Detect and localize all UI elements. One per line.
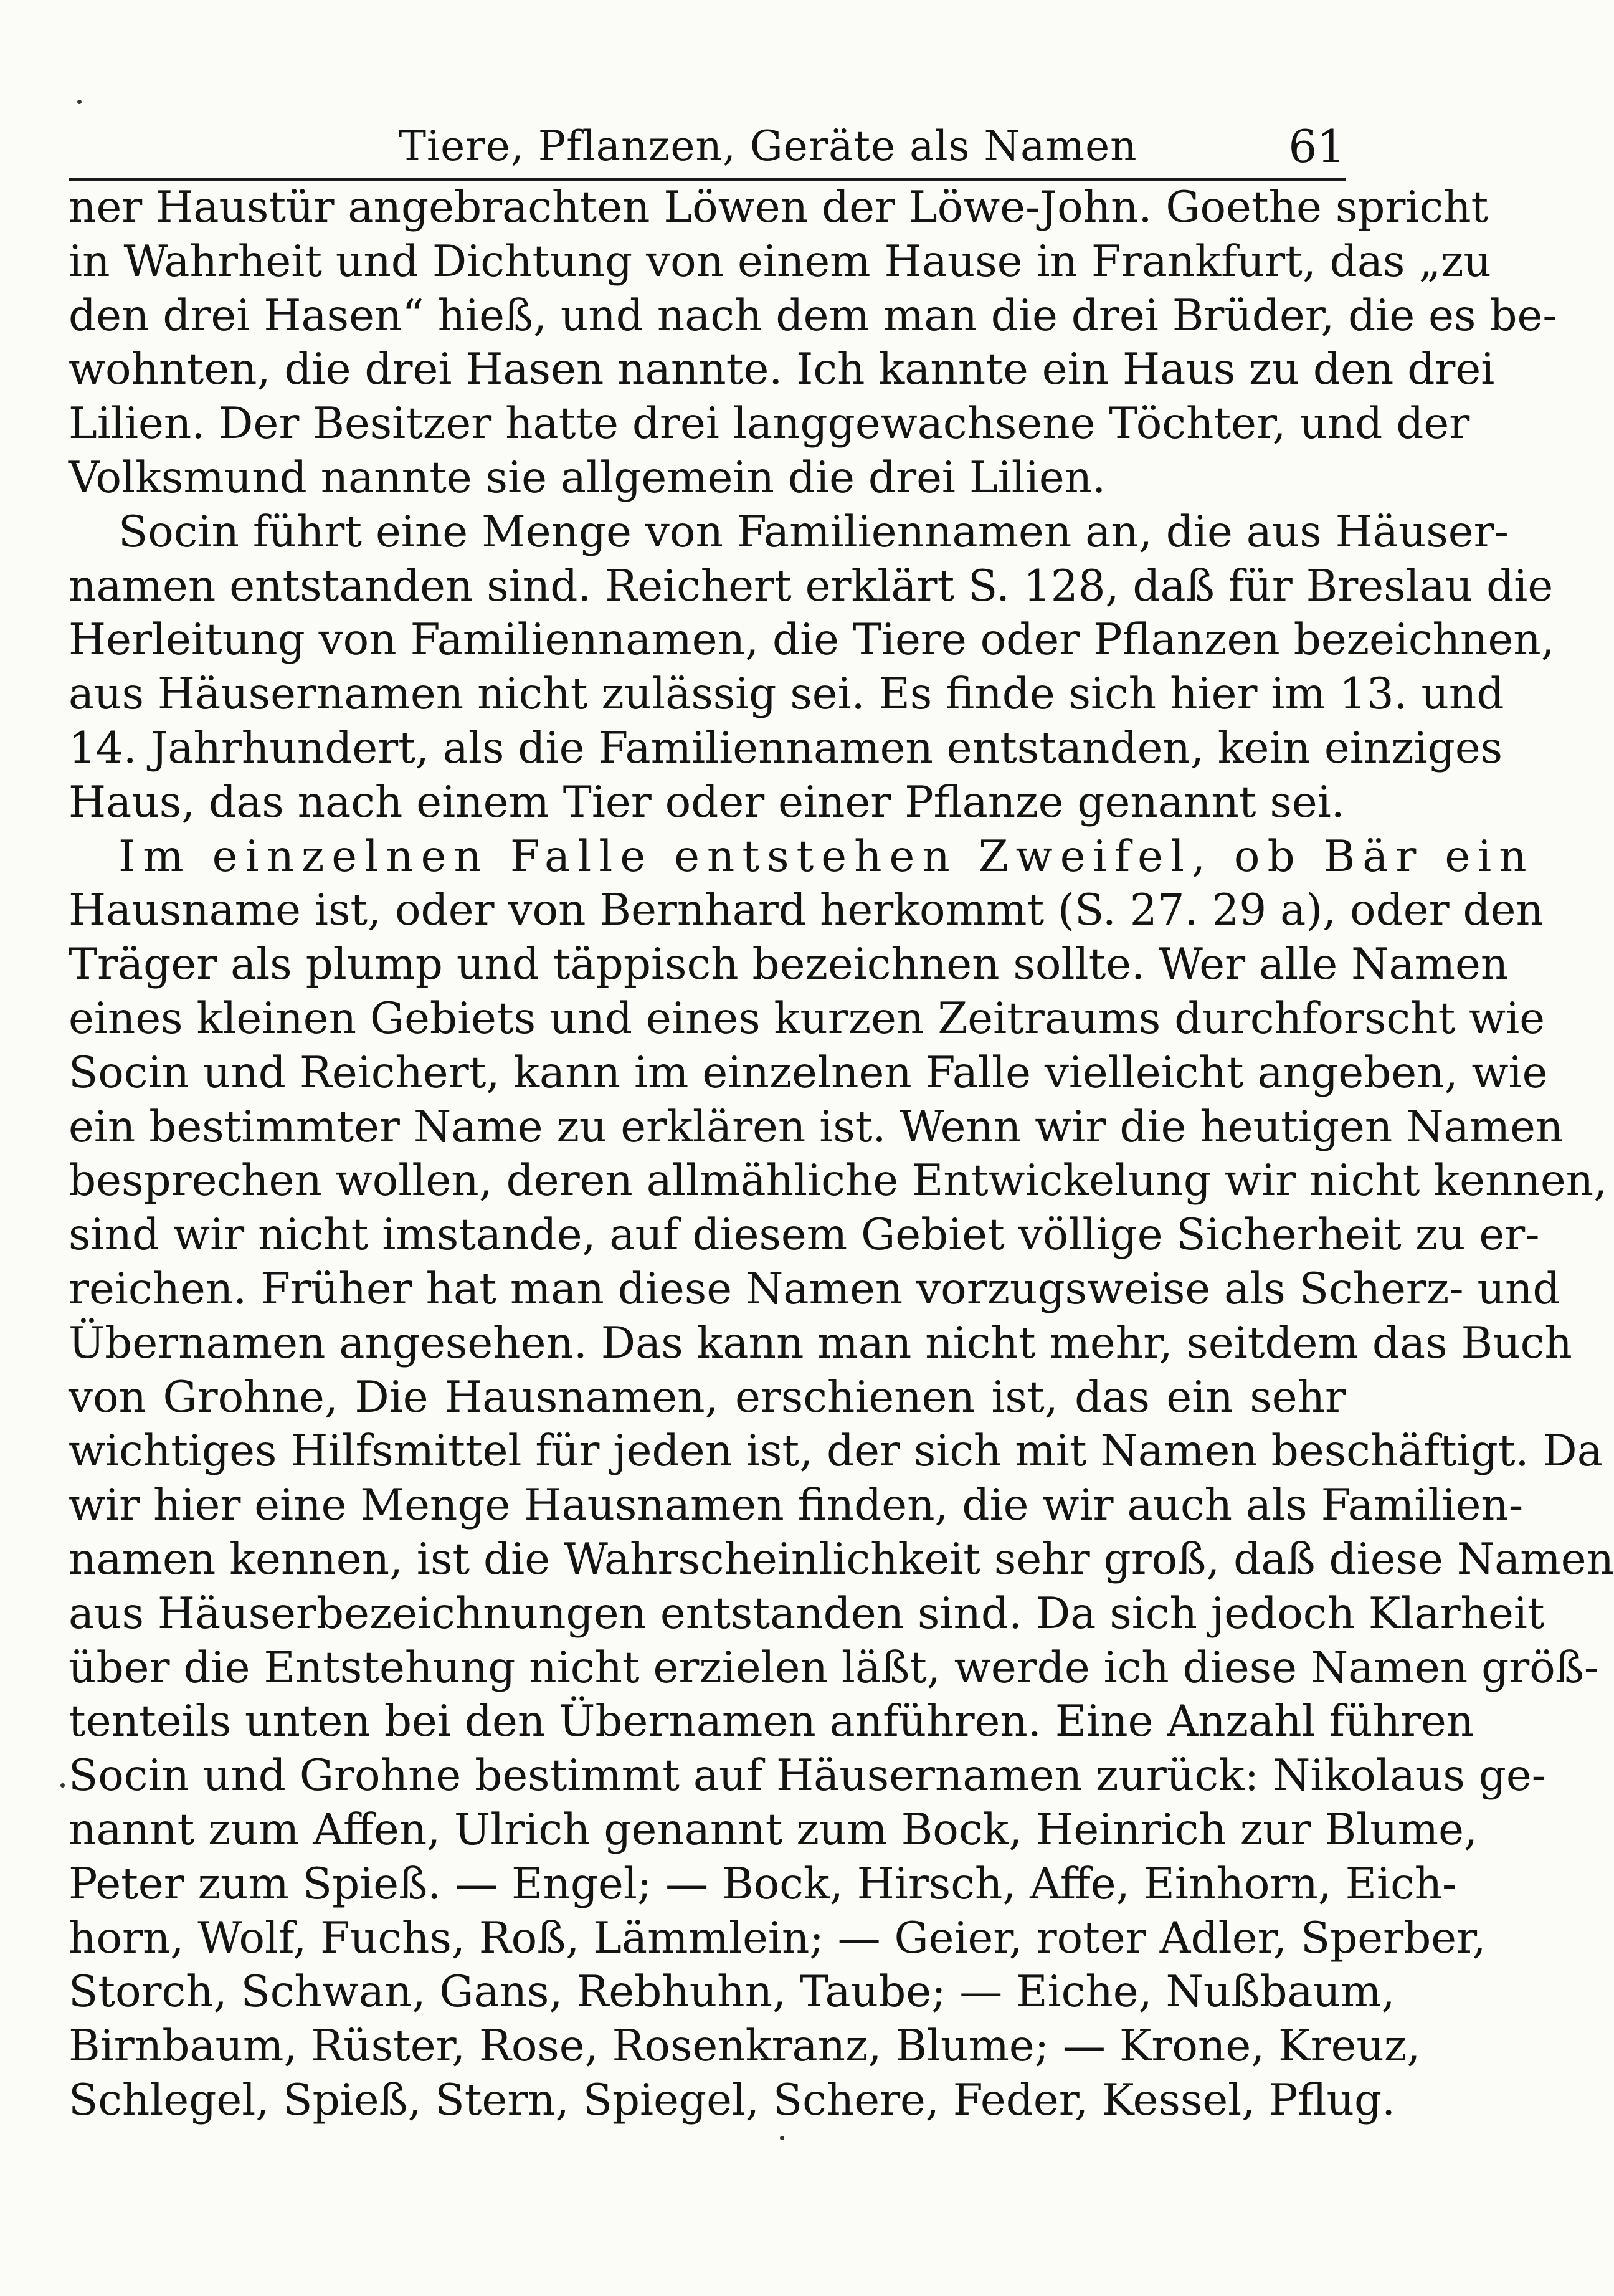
text-line: wichtiges Hilfsmittel für jeden ist, der sich mit Namen beschäftigt. Da xyxy=(69,1426,1603,1477)
running-title: Tiere, Pflanzen, Geräte als Namen xyxy=(399,122,1137,170)
text-line: Lilien. Der Besitzer hatte drei langgewachsene Töchter, und der xyxy=(69,399,1470,449)
text-line: Haus, das nach einem Tier oder einer Pflanze genannt sei. xyxy=(69,777,1345,827)
text-line: über die Entstehung nicht erzielen läßt, werde ich diese Namen größ- xyxy=(69,1642,1599,1693)
text-line: wohnten, die drei Hasen nannte. Ich kannte ein Haus zu den drei xyxy=(69,345,1495,395)
text-line: Storch, Schwan, Gans, Rebhuhn, Taube; — Eiche, Nußbaum, xyxy=(69,1967,1395,2017)
text-line: den drei Hasen“ hieß, und nach dem man die drei Brüder, die es be- xyxy=(69,290,1557,341)
text-line: aus Häuserbezeichnungen entstanden sind. Da sich jedoch Klarheit xyxy=(69,1588,1545,1639)
print-speck xyxy=(60,1783,65,1788)
text-line: Schlegel, Spieß, Stern, Spiegel, Schere, Feder, Kessel, Pflug. xyxy=(69,2075,1396,2125)
text-line: namen kennen, ist die Wahrscheinlichkeit sehr groß, daß diese Namen xyxy=(69,1534,1614,1584)
text-line: besprechen wollen, deren allmähliche Entwickelung wir nicht kennen, xyxy=(69,1156,1608,1206)
text-line: 14. Jahrhundert, als die Familiennamen entstanden, kein einziges xyxy=(69,723,1503,773)
text-line: Träger als plump und täppisch bezeichnen sollte. Wer alle Namen xyxy=(69,940,1509,990)
text-line: ner Haustür angebrachten Löwen der Löwe-John. Goethe spricht xyxy=(69,183,1489,232)
print-speck xyxy=(77,100,82,104)
text-line: sind wir nicht imstande, auf diesem Gebiet völlige Sicherheit zu er- xyxy=(69,1210,1540,1260)
text-line: namen entstanden sind. Reichert erklärt S. 128, daß für Breslau die xyxy=(69,561,1554,611)
text-line: Birnbaum, Rüster, Rose, Rosenkranz, Blume; — Krone, Kreuz, xyxy=(69,2021,1421,2072)
text-line: eines kleinen Gebiets und eines kurzen Zeitraums durchforscht wie xyxy=(69,993,1545,1044)
text-line: aus Häusernamen nicht zulässig sei. Es finde sich hier im 13. und xyxy=(69,669,1504,720)
text-line: Socin und Grohne bestimmt auf Häusernamen zurück: Nikolaus ge- xyxy=(69,1751,1547,1801)
text-line: horn, Wolf, Fuchs, Roß, Lämmlein; — Geier, roter Adler, Sperber, xyxy=(69,1913,1486,1963)
text-line: nannt zum Affen, Ulrich genannt zum Bock, Heinrich zur Blume, xyxy=(69,1804,1478,1855)
text-line: ein bestimmter Name zu erklären ist. Wenn wir die heutigen Namen xyxy=(69,1102,1564,1152)
body-text xyxy=(69,181,1614,2128)
text-line: Im einzelnen Falle entstehen Zweifel, ob Bär ein xyxy=(118,831,1534,882)
text-line: Volksmund nannte sie allgemein die drei Lilien. xyxy=(69,452,1106,503)
text-line: reichen. Früher hat man diese Namen vorzugsweise als Scherz- und xyxy=(69,1264,1560,1314)
text-line: Socin führt eine Menge von Familiennamen an, die aus Häuser- xyxy=(118,507,1509,557)
text-line: Socin und Reichert, kann im einzelnen Falle vielleicht angeben, wie xyxy=(69,1047,1548,1098)
text-line: Übernamen angesehen. Das kann man nicht mehr, seitdem das Buch xyxy=(69,1318,1572,1368)
text-line: in Wahrheit und Dichtung von einem Hause in Frankfurt, das „zu xyxy=(69,236,1491,287)
text-line: wir hier eine Menge Hausnamen finden, die wir auch als Familien- xyxy=(69,1480,1524,1531)
print-speck xyxy=(780,2136,784,2140)
page-header xyxy=(69,115,1346,184)
text-line: Hausname ist, oder von Bernhard herkommt (S. 27. 29 a), oder den xyxy=(69,885,1544,936)
page-number: 61 xyxy=(1288,120,1346,173)
text-line: von Grohne, Die Hausnamen, erschienen ist, das ein sehr xyxy=(69,1372,1346,1422)
text-line: Herleitung von Familiennamen, die Tiere oder Pflanzen bezeichnen, xyxy=(69,615,1555,665)
text-line: Peter zum Spieß. — Engel; — Bock, Hirsch, Affe, Einhorn, Eich- xyxy=(69,1859,1457,1909)
text-line: tenteils unten bei den Übernamen anführen. Eine Anzahl führen xyxy=(69,1697,1474,1747)
